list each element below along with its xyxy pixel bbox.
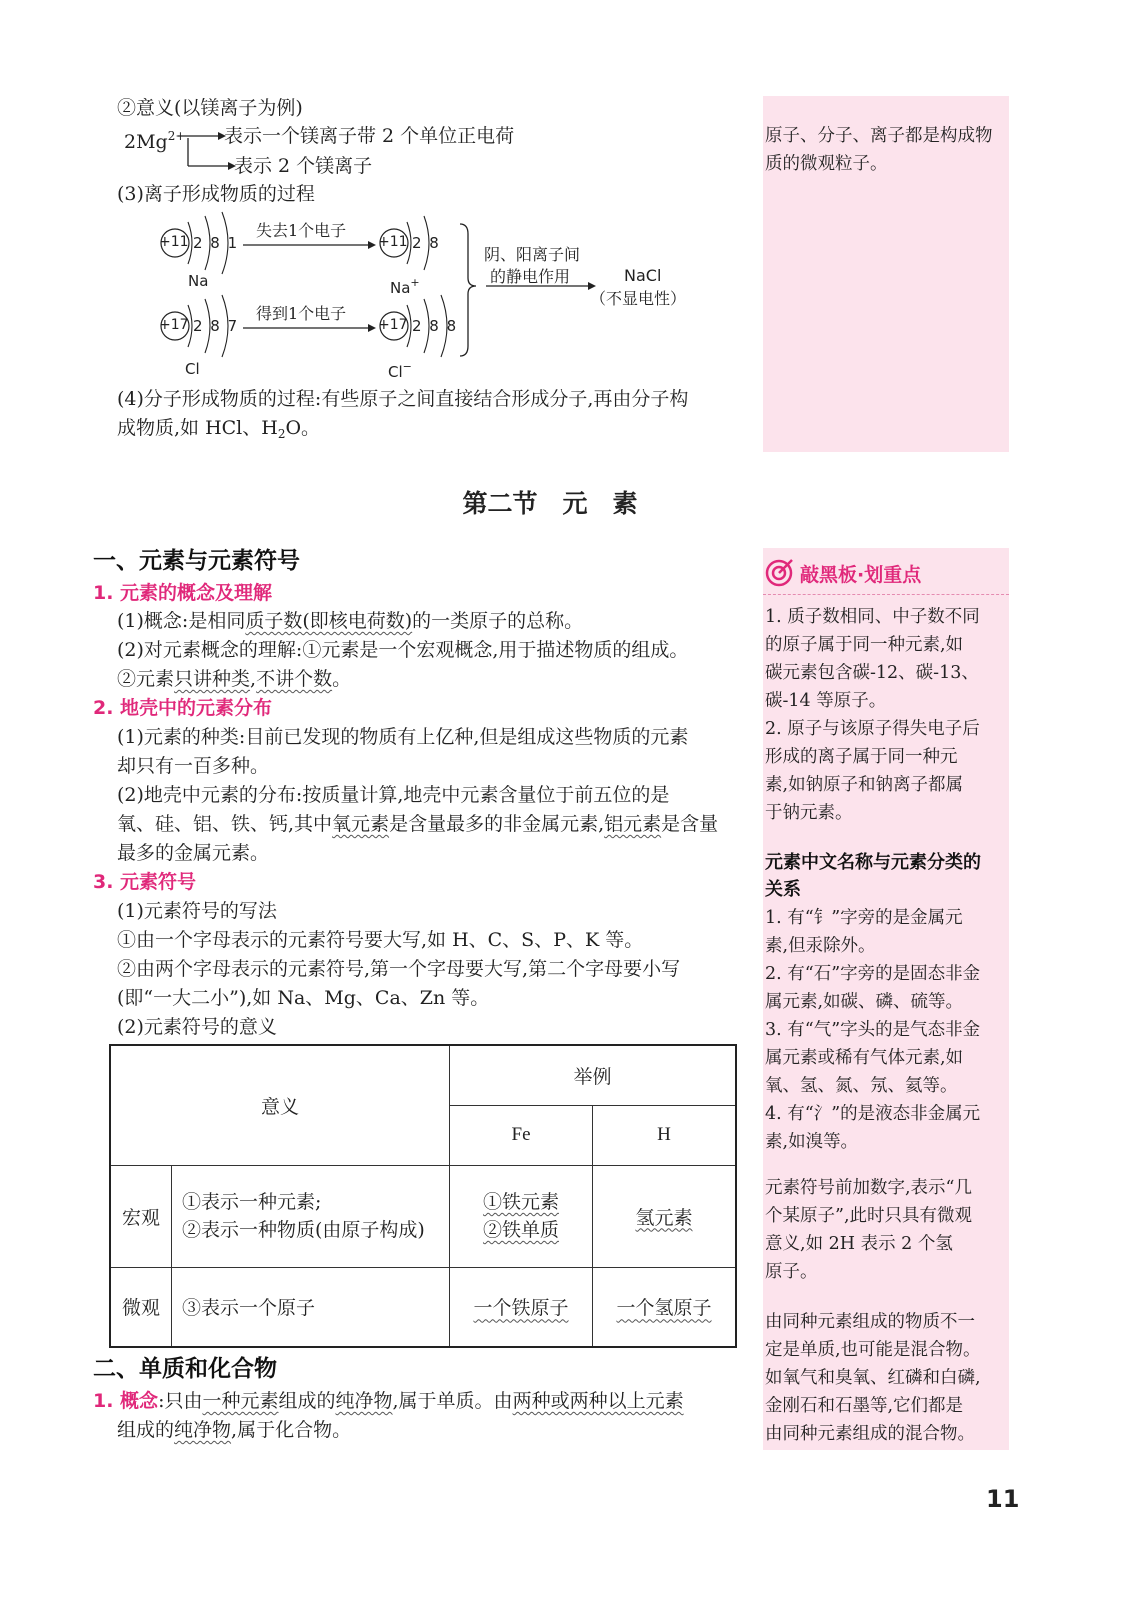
sidebar-block-1: 1. 质子数相同、中子数不同 的原子属于同一种元素,如 碳元素包含碳-12、碳-13、 碳-14 等原子。 2. 原子与该原子得失电子后 形成的离子属于同一种元 素,如钠原子和钠离子都属 于钠元素。 <box>765 607 980 823</box>
cl-arrow-label: 得到1个电子 <box>256 304 347 323</box>
molecule-process-line-2: 成物质,如 HCl、$H_2O$。 <box>117 417 321 441</box>
table-row-micro-meaning: ③表示一个原子 <box>172 1267 450 1347</box>
table-head-example: 举例 <box>450 1045 737 1105</box>
molecule-process-line-1: (4)分子形成物质的过程:有些原子之间直接结合形成分子,再由分子构 <box>117 388 689 410</box>
sub2-line-1: (1)元素的种类:目前已发现的物质有上亿种,但是组成这些物质的元素 <box>117 726 689 748</box>
table-row-micro-label: 微观 <box>110 1267 172 1347</box>
table-row-macro-label: 宏观 <box>110 1165 172 1267</box>
cl-nucleus: +17 <box>159 317 189 333</box>
na-nucleus: +11 <box>159 234 189 250</box>
sub1-title: 1. 元素的概念及理解 <box>93 582 273 604</box>
sub2-line-4: 氧、硅、铝、铁、钙,其中氧元素是含量最多的非金属元素,铝元素是含量 <box>117 813 719 835</box>
sub3-line-3: ②由两个字母表示的元素符号,第一个字母要大写,第二个字母要小写 <box>117 958 681 980</box>
ion-formation-diagram <box>150 208 710 380</box>
table-col-fe: Fe <box>450 1105 593 1165</box>
na-label: Na <box>188 272 209 290</box>
na-ion-nucleus: +11 <box>378 234 408 250</box>
table-row-macro-h: 氢元素 <box>593 1165 737 1267</box>
sub2-line-5: 最多的金属元素。 <box>117 842 270 864</box>
cl-shells: 2 8 7 <box>193 317 238 335</box>
part2-line-1: 1. 概念:只由一种元素组成的纯净物,属于单质。由两种或两种以上元素 <box>93 1390 684 1412</box>
na-shells: 2 8 1 <box>193 234 238 252</box>
sub3-line-5: (2)元素符号的意义 <box>117 1016 277 1038</box>
element-symbol-meaning-table <box>109 1044 737 1348</box>
cl-label: Cl <box>185 360 200 378</box>
sub3-line-1: (1)元素符号的写法 <box>117 900 277 922</box>
sidebar-block-2-title: 元素中文名称与元素分类的 关系 <box>765 852 981 900</box>
sidebar-divider <box>763 594 1009 595</box>
na-ion-shells: 2 8 <box>412 234 439 252</box>
mg-meaning-title: ②意义(以镁离子为例) <box>117 97 303 119</box>
sub1-line-2: (2)对元素概念的理解:①元素是一个宏观概念,用于描述物质的组成。 <box>117 639 689 661</box>
top-sidebar-line-1: 原子、分子、离子都是构成物 <box>765 126 993 146</box>
table-col-h: H <box>593 1105 737 1165</box>
sidebar-block-3: 元素符号前加数字,表示“几 个某原子”,此时只具有微观 意义,如 2H 表示 2 个氢 原子。 <box>765 1178 973 1282</box>
table-row-macro-fe: ①铁元素 ②铁单质 <box>450 1165 593 1267</box>
sub1-line-1: (1)概念:是相同质子数(即核电荷数)的一类原子的总称。 <box>117 610 584 632</box>
table-head-meaning: 意义 <box>110 1045 450 1165</box>
cl-ion-shells: 2 8 8 <box>412 317 457 335</box>
sub3-line-2: ①由一个字母表示的元素符号要大写,如 H、C、S、P、K 等。 <box>117 929 644 951</box>
process-title: (3)离子形成物质的过程 <box>117 183 315 205</box>
sub2-title: 2. 地壳中的元素分布 <box>93 697 273 719</box>
brace-label-2: 的静电作用 <box>490 267 571 286</box>
sub1-line-3: ②元素只讲种类,不讲个数。 <box>117 668 352 690</box>
target-icon <box>765 558 795 588</box>
na-ion-label: Na+ <box>390 276 420 297</box>
part2-line-2: 组成的纯净物,属于化合物。 <box>117 1419 352 1441</box>
key-points-sidebar <box>763 548 1009 1450</box>
na-arrow-label: 失去1个电子 <box>256 221 347 240</box>
product-nacl: NaCl <box>624 266 662 285</box>
mg-meaning-2: 表示 2 个镁离子 <box>234 155 373 177</box>
part2-heading: 二、单质和化合物 <box>93 1356 277 1382</box>
sub2-line-2: 却只有一百多种。 <box>117 755 270 777</box>
top-sidebar-note <box>763 96 1009 452</box>
sub2-line-3: (2)地壳中元素的分布:按质量计算,地壳中元素含量位于前五位的是 <box>117 784 670 806</box>
sub3-line-4: (即“一大二小”),如 Na、Mg、Ca、Zn 等。 <box>117 987 490 1009</box>
product-note: （不显电性） <box>590 289 687 308</box>
sub3-title: 3. 元素符号 <box>93 871 197 893</box>
sidebar-block-2: 1. 有“钅”字旁的是金属元 素,但汞除外。 2. 有“石”字旁的是固态非金 属元素,如碳、磷、硫等。 3. 有“气”字头的是气态非金 属元素或稀有气体元素,如 氧、氢、氮、氖、氦等。 4. 有“氵”的是液态非金属元 素,如溴等。 <box>765 908 981 1152</box>
cl-ion-nucleus: +17 <box>378 317 408 333</box>
mg-formula: $2Mg^{2+}$ <box>124 129 186 153</box>
sidebar-block-4: 由同种元素组成的物质不一 定是单质,也可能是混合物。 如氧气和臭氧、红磷和白磷, 金刚石和石墨等,它们都是 由同种元素组成的混合物。 <box>765 1312 981 1444</box>
brace-label-1: 阴、阳离子间 <box>484 245 581 264</box>
table-row-micro-h: 一个氢原子 <box>593 1267 737 1347</box>
section-title: 第二节 元 素 <box>462 489 638 518</box>
cl-ion-label: Cl− <box>388 360 412 381</box>
sidebar-title: 敲黑板·划重点 <box>800 564 922 586</box>
mg-meaning-1: 表示一个镁离子带 2 个单位正电荷 <box>224 125 515 147</box>
page-number: 11 <box>986 1485 1020 1513</box>
top-sidebar-line-2: 质的微观粒子。 <box>765 154 888 174</box>
table-row-micro-fe: 一个铁原子 <box>450 1267 593 1347</box>
part1-heading: 一、元素与元素符号 <box>93 548 300 574</box>
table-row-macro-meaning: ①表示一种元素; ②表示一种物质(由原子构成) <box>172 1165 450 1267</box>
